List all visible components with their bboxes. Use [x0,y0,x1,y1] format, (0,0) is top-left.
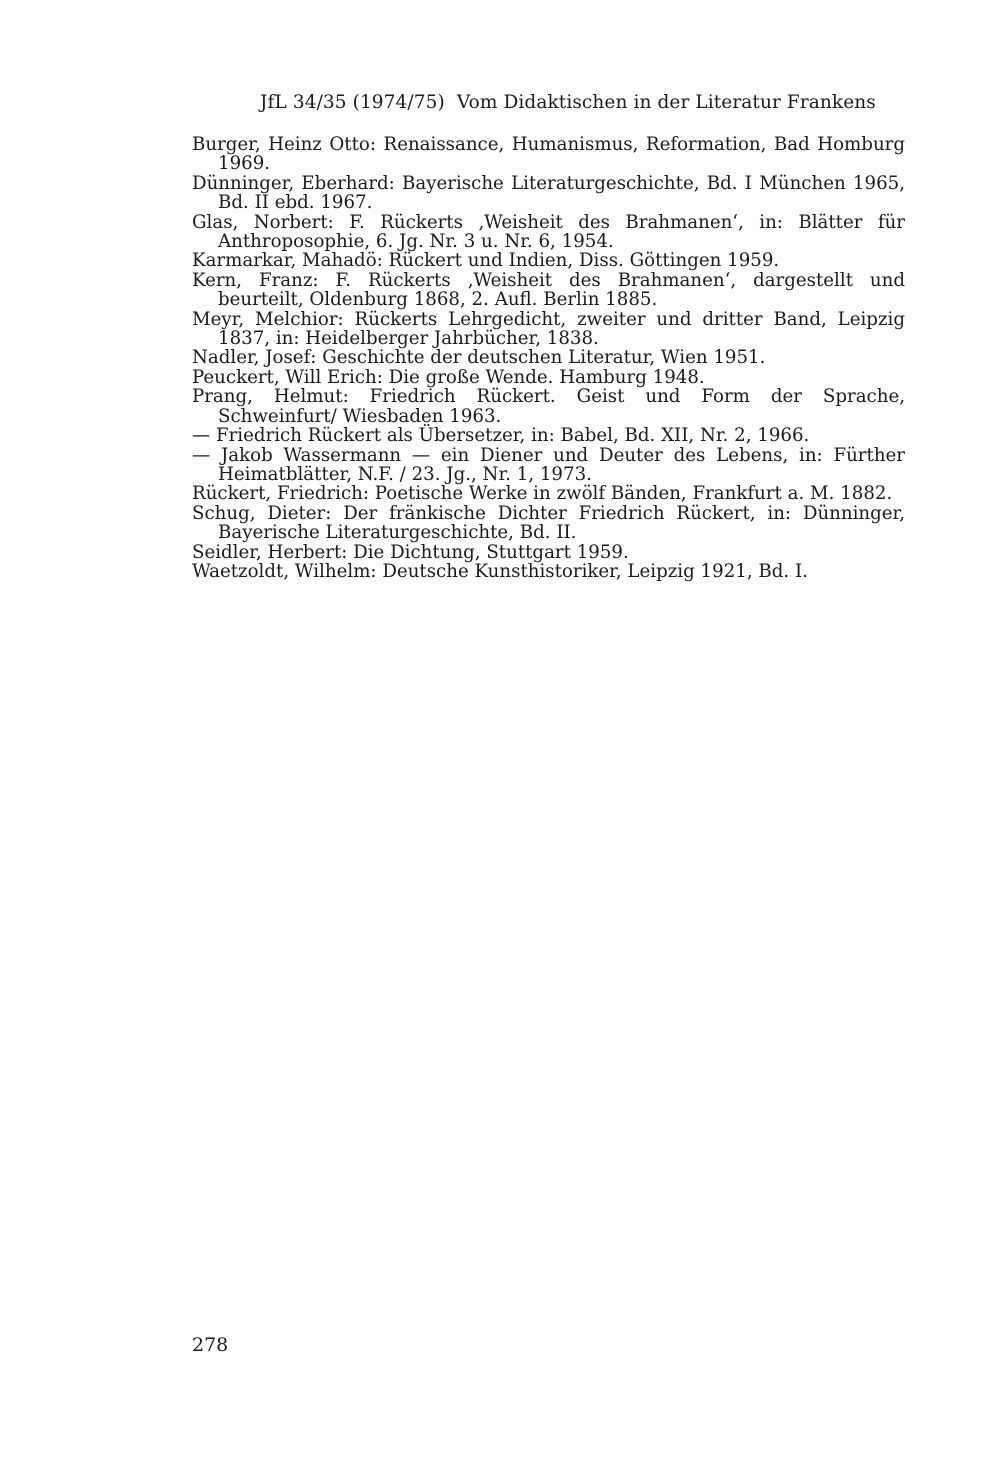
bibliography-list [192,135,905,581]
bibliography-entry: Peuckert, Will Erich: Die große Wende. Hamburg 1948. [192,366,705,388]
bibliography-entry: Seidler, Herbert: Die Dichtung, Stuttgart 1959. [192,541,629,563]
bibliography-entry: Schug, Dieter: Der fränkische Dichter Friedrich Rückert, in: Dünninger, Bayerische Literaturgeschichte, Bd. II. [192,502,905,544]
bibliography-entry: Karmarkar, Mahadö: Rückert und Indien, Diss. Göttingen 1959. [192,250,780,272]
bibliography-entry: Waetzoldt, Wilhelm: Deutsche Kunsthistoriker, Leipzig 1921, Bd. I. [192,560,808,582]
bibliography-entry: Dünninger, Eberhard: Bayerische Literaturgeschichte, Bd. I München 1965, Bd. II ebd. 1967. [192,172,905,214]
bibliography-entry: Kern, Franz: F. Rückerts ‚Weisheit des Brahmanen‘, dargestellt und beurteilt, Oldenburg 1868, 2. Aufl. Berlin 1885. [192,269,905,311]
bibliography-entry: Nadler, Josef: Geschichte der deutschen Literatur, Wien 1951. [192,347,766,369]
bibliography-entry: — Friedrich Rückert als Übersetzer, in: Babel, Bd. XII, Nr. 2, 1966. [192,425,810,447]
page-number: 278 [192,1334,229,1356]
bibliography-entry: Prang, Helmut: Friedrich Rückert. Geist und Form der Sprache, Schweinfurt/ Wiesbaden 1963. [192,386,905,427]
bibliography-entry: Meyr, Melchior: Rückerts Lehrgedicht, zweiter und dritter Band, Leipzig 1837, in: Heidelberger Jahrbücher, 1838. [192,308,905,350]
running-head [260,92,876,113]
article-title: Vom Didaktischen in der Literatur Frankens [456,92,876,113]
bibliography-entry: Burger, Heinz Otto: Renaissance, Humanismus, Reformation, Bad Homburg 1969. [192,134,905,175]
bibliography-entry: Rückert, Friedrich: Poetische Werke in zwölf Bänden, Frankfurt a. M. 1882. [192,483,893,505]
bibliography-entry: — Jakob Wassermann — ein Diener und Deuter des Lebens, in: Fürther Heimatblätter, N.F. / 23. Jg., Nr. 1, 1973. [192,444,905,485]
bibliography-entry: Glas, Norbert: F. Rückerts ‚Weisheit des Brahmanen‘, in: Blätter für Anthroposophie, 6. Jg. Nr. 3 u. Nr. 6, 1954. [192,211,905,253]
journal-reference: JfL 34/35 (1974/75) [260,92,445,113]
